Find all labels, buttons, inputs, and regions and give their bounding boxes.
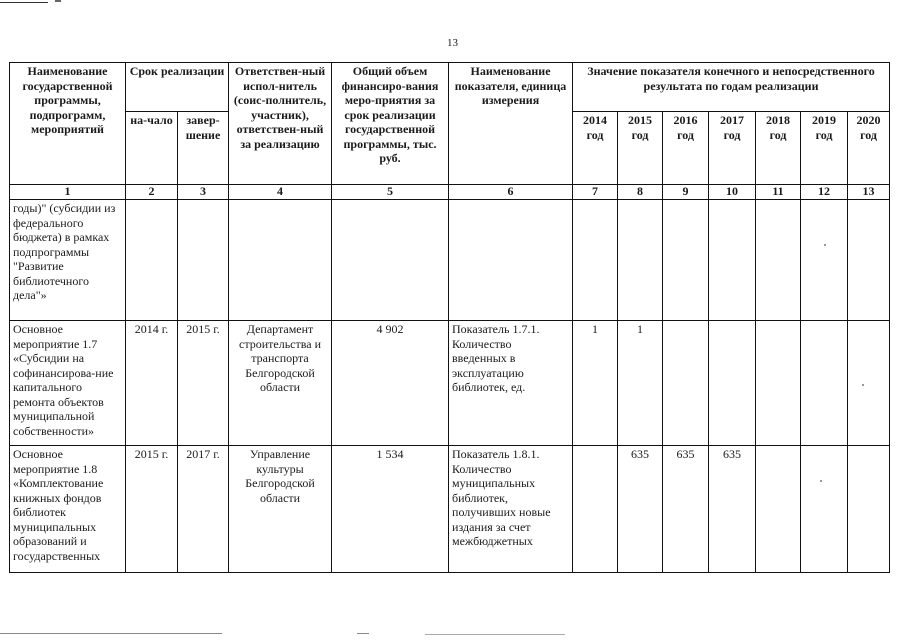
column-number: 6 — [449, 185, 573, 200]
cell-indicator: Показатель 1.7.1. Количество введенных в эксплуатацию библиотек, ед. — [449, 321, 573, 446]
column-number: 13 — [848, 185, 890, 200]
header-funding: Общий объем финансиро-вания меро-приятия за срок реализации государственной программы, тыс. руб. — [332, 63, 449, 185]
cell-value-2016 — [663, 200, 709, 321]
header-year-2018: 2018 год — [756, 112, 801, 185]
header-year-2017: 2017 год — [709, 112, 756, 185]
table-row — [10, 321, 890, 446]
cell-start: 2014 г. — [126, 321, 178, 446]
cell-value-2014 — [573, 446, 618, 573]
table-row — [10, 446, 890, 573]
cell-program-name: Основное мероприятие 1.8 «Комплектование книжных фондов библиотек муниципальных образований и государственных — [10, 446, 126, 573]
cell-end: 2017 г. — [178, 446, 229, 573]
scan-speck — [862, 384, 864, 386]
cell-value-2018 — [756, 446, 801, 573]
page-number: 13 — [447, 37, 458, 49]
header-responsible: Ответствен-ный испол-нитель (соис-полнитель, участник), ответствен-ный за реализацию — [229, 63, 332, 185]
header-year-2019: 2019 год — [801, 112, 848, 185]
cell-value-2019 — [801, 446, 848, 573]
column-number: 7 — [573, 185, 618, 200]
header-year-2014: 2014 год — [573, 112, 618, 185]
cell-responsible: Департамент строительства и транспорта Белгородской области — [229, 321, 332, 446]
header-year-2020: 2020 год — [848, 112, 890, 185]
cell-start — [126, 200, 178, 321]
header-start: на-чало — [126, 112, 178, 185]
scan-edge-line — [0, 2, 48, 3]
cell-value-2016 — [663, 321, 709, 446]
cell-end: 2015 г. — [178, 321, 229, 446]
header-year-2015: 2015 год — [618, 112, 663, 185]
cell-value-2019 — [801, 321, 848, 446]
column-number: 4 — [229, 185, 332, 200]
header-period: Срок реализации — [126, 63, 229, 112]
scan-edge-line — [425, 634, 565, 635]
cell-responsible: Управление культуры Белгородской области — [229, 446, 332, 573]
cell-funding: 1 534 — [332, 446, 449, 573]
cell-value-2015: 1 — [618, 321, 663, 446]
column-number: 1 — [10, 185, 126, 200]
header-year-2016: 2016 год — [663, 112, 709, 185]
header-end: завер-шение — [178, 112, 229, 185]
column-number: 8 — [618, 185, 663, 200]
cell-program-name: годы)" (субсидии из федерального бюджета) в рамках подпрограммы "Развитие библиотечного дела"» — [10, 200, 126, 321]
cell-start: 2015 г. — [126, 446, 178, 573]
scan-speck — [55, 0, 61, 2]
scan-edge-line — [0, 633, 222, 634]
scan-speck — [820, 480, 822, 482]
table-row — [10, 200, 890, 321]
cell-value-2014 — [573, 200, 618, 321]
column-number: 3 — [178, 185, 229, 200]
cell-value-2015: 635 — [618, 446, 663, 573]
cell-value-2019 — [801, 200, 848, 321]
program-table — [9, 62, 890, 573]
cell-indicator: Показатель 1.8.1. Количество муниципальных библиотек, получивших новые издания за счет межбюджетных — [449, 446, 573, 573]
cell-value-2020 — [848, 446, 890, 573]
cell-value-2020 — [848, 200, 890, 321]
cell-program-name: Основное мероприятие 1.7 «Субсидии на софинансирова-ние капитального ремонта объектов муниципальной собственности» — [10, 321, 126, 446]
cell-indicator — [449, 200, 573, 321]
header-indicator: Наименование показателя, единица измерения — [449, 63, 573, 185]
cell-end — [178, 200, 229, 321]
cell-value-2017 — [709, 321, 756, 446]
cell-responsible — [229, 200, 332, 321]
column-number: 9 — [663, 185, 709, 200]
column-number: 5 — [332, 185, 449, 200]
cell-value-2017: 635 — [709, 446, 756, 573]
cell-value-2016: 635 — [663, 446, 709, 573]
column-number: 11 — [756, 185, 801, 200]
cell-value-2015 — [618, 200, 663, 321]
cell-value-2018 — [756, 321, 801, 446]
cell-value-2018 — [756, 200, 801, 321]
scan-edge-line — [357, 633, 369, 634]
cell-value-2017 — [709, 200, 756, 321]
scan-speck — [824, 244, 826, 246]
header-program-name: Наименование государственной программы, подпрограмм, мероприятий — [10, 63, 126, 185]
column-number: 2 — [126, 185, 178, 200]
cell-value-2014: 1 — [573, 321, 618, 446]
cell-funding — [332, 200, 449, 321]
column-number: 12 — [801, 185, 848, 200]
column-number: 10 — [709, 185, 756, 200]
cell-funding: 4 902 — [332, 321, 449, 446]
header-indicator-values: Значение показателя конечного и непосредственного результата по годам реализации — [573, 63, 890, 112]
cell-value-2020 — [848, 321, 890, 446]
